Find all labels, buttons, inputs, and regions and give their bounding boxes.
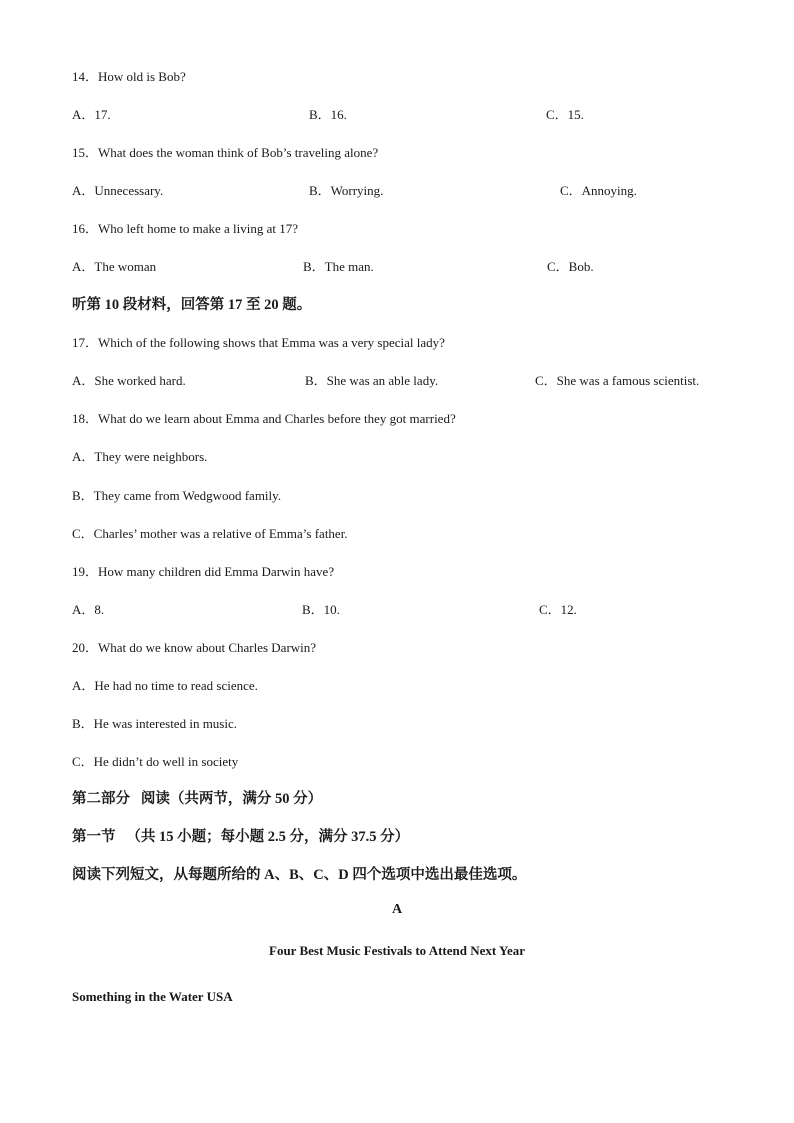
question-20-option-b: B．He was interested in music. xyxy=(72,716,237,731)
part-2-heading: 第二部分 阅读（共两节，满分 50 分） xyxy=(72,791,323,807)
question-18-stem: 18．What do we learn about Emma and Charles before they got married? xyxy=(72,411,456,426)
question-15-stem: 15．What does the woman think of Bob’s traveling alone? xyxy=(72,145,379,160)
reading-instructions: 阅读下列短文，从每题所给的 A、B、C、D 四个选项中选出最佳选项。 xyxy=(72,867,527,883)
passage-letter: A xyxy=(391,902,403,917)
passage-subheading: Something in the Water USA xyxy=(72,989,233,1004)
question-17-option-b: B．She was an able lady. xyxy=(305,373,439,388)
question-20-option-c: C．He didn’t do well in society xyxy=(72,754,239,769)
question-17-option-a: A．She worked hard. xyxy=(72,373,186,388)
question-15-option-c: C．Annoying. xyxy=(560,183,637,198)
question-16-option-b: B．The man. xyxy=(303,259,374,274)
question-15-option-b: B．Worrying. xyxy=(309,183,384,198)
question-16-stem: 16．Who left home to make a living at 17? xyxy=(72,221,298,236)
section-10-instruction: 听第 10 段材料，回答第 17 至 20 题。 xyxy=(72,297,312,313)
question-19-option-c: C．12. xyxy=(539,602,577,617)
question-16-option-c: C．Bob. xyxy=(547,259,594,274)
question-17-stem: 17．Which of the following shows that Emma was a very special lady? xyxy=(72,335,445,350)
question-15-option-a: A．Unnecessary. xyxy=(72,183,164,198)
question-14-stem: 14．How old is Bob? xyxy=(72,69,186,84)
question-19-stem: 19．How many children did Emma Darwin have? xyxy=(72,564,335,579)
passage-title: Four Best Music Festivals to Attend Next Year xyxy=(269,943,525,958)
question-18-option-b: B．They came from Wedgwood family. xyxy=(72,488,282,503)
section-1-heading: 第一节 （共 15 小题；每小题 2.5 分，满分 37.5 分） xyxy=(72,829,410,845)
question-18-option-a: A．They were neighbors. xyxy=(72,449,208,464)
question-20-stem: 20．What do we know about Charles Darwin? xyxy=(72,640,317,655)
question-14-option-b: B．16. xyxy=(309,107,347,122)
question-16-option-a: A．The woman xyxy=(72,259,157,274)
question-18-option-c: C．Charles’ mother was a relative of Emma’s father. xyxy=(72,526,348,541)
question-17-option-c: C．She was a famous scientist. xyxy=(535,373,700,388)
question-19-option-a: A．8. xyxy=(72,602,105,617)
question-19-option-b: B．10. xyxy=(302,602,340,617)
question-14-option-a: A．17. xyxy=(72,107,111,122)
question-20-option-a: A．He had no time to read science. xyxy=(72,678,258,693)
question-14-option-c: C．15. xyxy=(546,107,584,122)
